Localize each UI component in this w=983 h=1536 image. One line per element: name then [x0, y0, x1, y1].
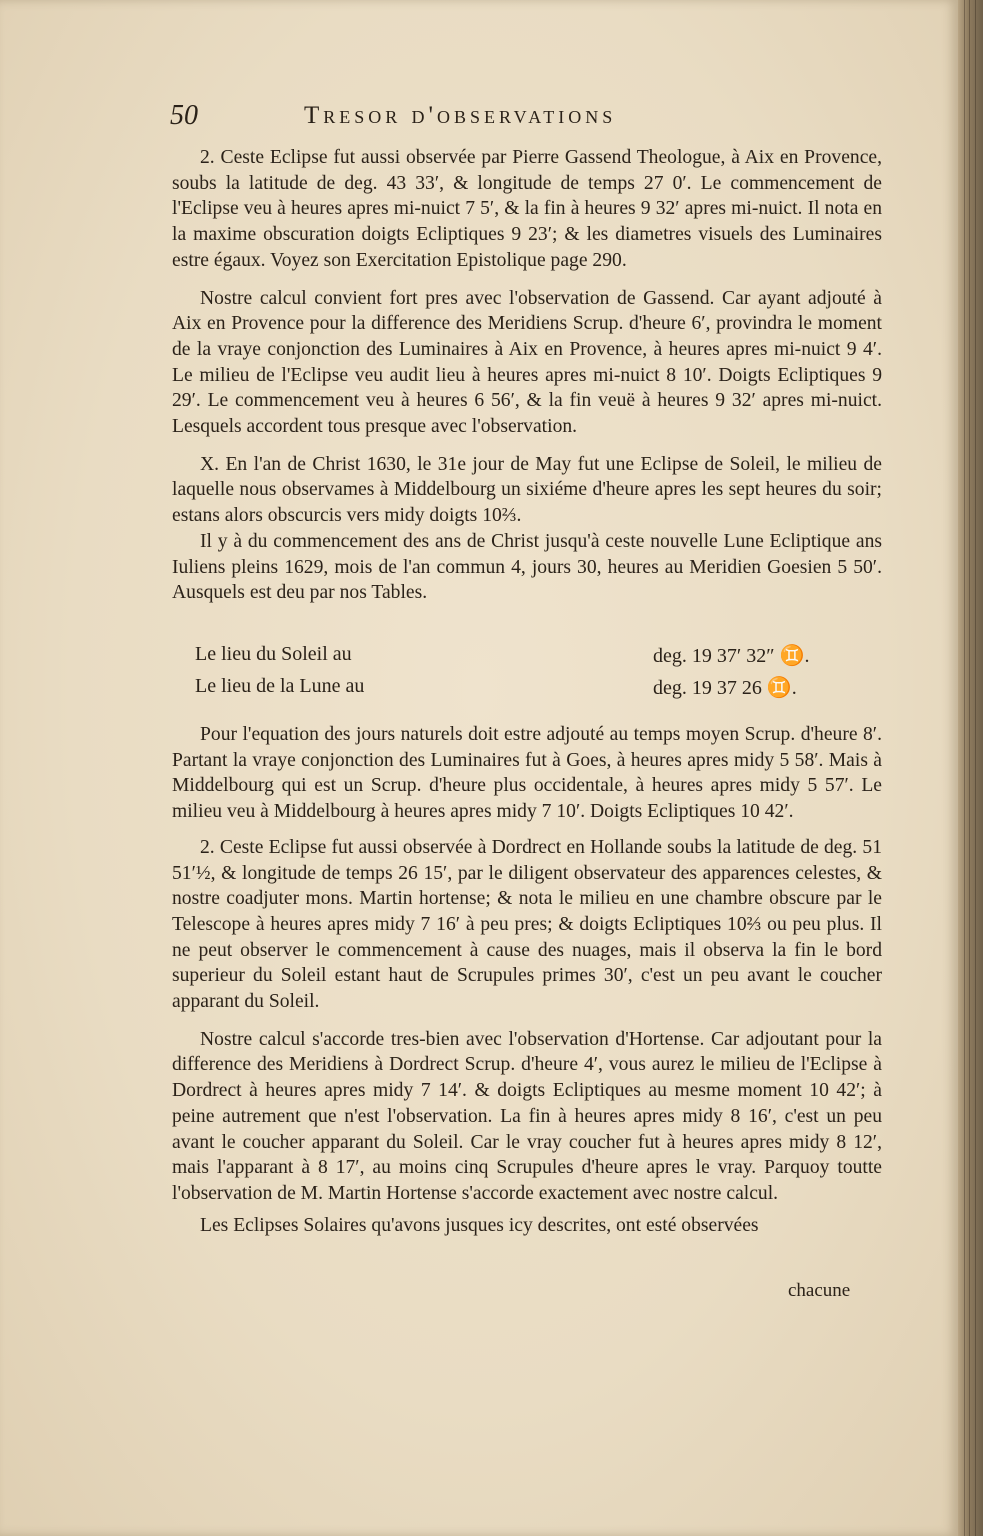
paragraph-gassend-observation: 2. Ceste Eclipse fut aussi observée par Pierre Gassend Theologue, à Aix en Provence, soubs la latitude de deg. 43 33′, & longitude de temps 27 0′. Le commencement de l'Eclipse veu à heures apres mi-nuict 7 5′, & la fin à heures 9 32′ apres mi-nuict. Il nota en la maxime obscuration doigts Ecliptiques 9 23′; & les diametres visuels des Luminaires estre égaux. Voyez son Exercitation Epistolique page 290. [172, 147, 882, 271]
table-row-soleil [195, 643, 885, 671]
paragraph-calcul-gassend: Nostre calcul convient fort pres avec l'observation de Gassend. Car ayant adjouté à Aix en Provence pour la difference des Meridiens Scrup. d'heure 6′, provindra le moment de la vraye conjonction des Luminaires à Aix en Provence, à heures apres mi-nuict 9 4′. Le milieu de l'Eclipse veu audit lieu à heures apres mi-nuict 8 10′. Doigts Ecliptiques 9 29′. Le commencement veu à heures 6 56′, & la fin veuë à heures 9 32′ apres mi-nuict. Lesquels accordent tous presque avec l'observation. [172, 287, 882, 438]
paragraph-commencement-ans: Il y à du commencement des ans de Christ jusqu'à ceste nouvelle Lune Ecliptique ans Iuliens pleins 1629, mois de l'an commun 4, jours 30, heures au Meridien Goesien 5 50′. Ausquels est deu par nos Tables. [172, 530, 882, 604]
running-head: Tresor d'observations [304, 102, 617, 129]
page-number: 50 [170, 100, 198, 131]
paragraph-equation: Pour l'equation des jours naturels doit estre adjouté au temps moyen Scrup. d'heure 8′. Partant la vraye conjonction des Luminaires fut à Goes, à heures apres midy 5 58′. Mais à Middelbourg qui est un Scrup. d'heure plus occidentale, à heures apres midy 5 57′. Le milieu veu à Middelbourg à heures apres midy 7 10′. Doigts Ecliptiques 10 42′. [172, 724, 882, 823]
table-label: Le lieu de la Lune au [195, 675, 365, 697]
catchword: chacune [788, 1280, 851, 1301]
page-header [170, 100, 800, 140]
text-block-upper [172, 145, 882, 606]
table-label: Le lieu du Soleil au [195, 643, 352, 665]
table-row-lune [195, 675, 885, 703]
paragraph-calcul-hortense: Nostre calcul s'accorde tres-bien avec l'observation d'Hortense. Car adjoutant pour la difference des Meridiens à Dordrect Scrup. d'heure 4′, vous aurez le milieu de l'Eclipse à Dordrect à heures apres midy 7 14′. & doigts Ecliptiques au mesme moment 10 42′; à peine autrement que n'est l'observation. La fin à heures apres midy 8 16′, c'est un peu avant le coucher apparant du Soleil. Car le vray coucher fut à heures apres midy 8 12′, mais l'apparant à 8 17′, au moins cinq Scrupules d'heure apres le vray. Parquoy toutte l'observation de M. Martin Hortense s'accorde exactement avec nostre calcul. [172, 1028, 882, 1204]
page-edge [958, 0, 983, 1536]
paragraph-eclipse-1630: X. En l'an de Christ 1630, le 31e jour de May fut une Eclipse de Soleil, le milieu de laquelle nous observames à Middelbourg un sixiéme d'heure apres les sept heures du soir; estans alors obscurcis vers midy doigts 10⅔. [172, 453, 882, 527]
table-value: deg. 19 37 26 ♊. [653, 677, 797, 699]
text-block-lower [172, 722, 882, 1238]
paragraph-dordrect-observation: 2. Ceste Eclipse fut aussi observée à Dordrect en Hollande soubs la latitude de deg. 51 51′½, & longitude de temps 26 15′, par le diligent observateur des apparences celestes, & nostre coadjuter mons. Martin hortense; & nota le milieu en une chambre obscure par le Telescope à heures apres midy 7 16′ à peu pres; & doigts Ecliptiques 10⅔ ou peu plus. Il ne peut observer le commencement à cause des nuages, mais il observa la fin le bord superieur du Soleil estant haut de Scrupules primes 30′, c'est un peu avant le coucher apparant du Soleil. [172, 836, 882, 1013]
table-value: deg. 19 37′ 32″ ♊. [653, 645, 810, 667]
paragraph-eclipses-solaires: Les Eclipses Solaires qu'avons jusques icy descrites, ont esté observées [200, 1214, 759, 1236]
